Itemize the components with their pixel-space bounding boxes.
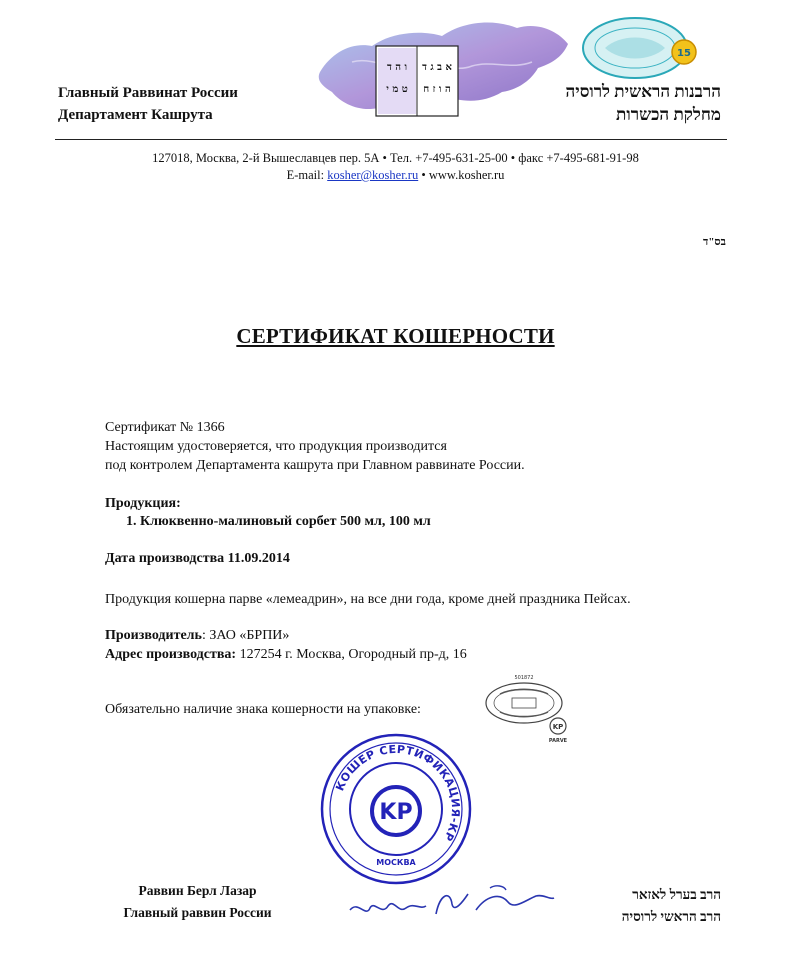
svg-text:15: 15 bbox=[677, 48, 691, 59]
kosher-mark-number: 501872 bbox=[514, 675, 534, 681]
rabbinate-logo bbox=[580, 10, 702, 86]
product-item: 1. Клюквенно-малиновый сорбет 500 мл, 100 мл bbox=[126, 514, 431, 529]
page-title: СЕРТИФИКАТ КОШЕРНОСТИ bbox=[236, 324, 555, 348]
org-he-line2: מחלקת הכשרות bbox=[616, 105, 721, 124]
header-divider bbox=[55, 139, 727, 140]
svg-text:ו ה ד: ו ה ד bbox=[386, 62, 408, 73]
manufacturer-value: : ЗАО «БРПИ» bbox=[201, 628, 290, 643]
certificate-statement-2: под контролем Департамента кашрута при Главном раввинате России. bbox=[105, 458, 525, 473]
header-org-he bbox=[565, 80, 721, 126]
address-label: Адрес производства: bbox=[105, 647, 237, 662]
header-org-ru bbox=[58, 82, 238, 126]
products-label: Продукция: bbox=[105, 496, 181, 511]
email-label: E-mail: bbox=[286, 168, 325, 182]
signatory-he-title: הרב הראשי לרוסיה bbox=[621, 909, 721, 924]
website-text: • www.kosher.ru bbox=[421, 168, 505, 182]
certificate-number: Сертификат № 1366 bbox=[105, 420, 225, 435]
kosher-mark-icon bbox=[482, 668, 572, 746]
stamp-inner-text: КОШЕР СЕРТИФИКАЦИЯ-КР bbox=[333, 742, 463, 844]
org-ru-line2: Департамент Кашрута bbox=[58, 107, 213, 123]
manufacturer-label: Производитель bbox=[105, 628, 202, 643]
email-link[interactable]: kosher@kosher.ru bbox=[327, 168, 419, 182]
org-ru-line1: Главный Раввинат России bbox=[58, 85, 238, 101]
parve-label: PARVE bbox=[548, 738, 568, 744]
manufacturer-row bbox=[105, 626, 289, 645]
contact-address: 127018, Москва, 2-й Вышеславцев пер. 5А • Тел. +7-495-631-25-00 • факс +7-495-681-91-98 bbox=[152, 151, 639, 165]
signatory-ru bbox=[105, 880, 290, 924]
handwritten-signature bbox=[340, 880, 560, 930]
bsd-mark: בס"ד bbox=[703, 236, 726, 248]
signatory-he bbox=[622, 884, 721, 928]
official-stamp bbox=[320, 733, 472, 885]
production-date: Дата производства 11.09.2014 bbox=[105, 551, 290, 566]
kosher-status: Продукция кошерна парве «лемеадрин», на все дни года, кроме дней праздника Пейсах. bbox=[105, 592, 631, 607]
signatory-he-name: הרב בערל לאזאר bbox=[632, 887, 721, 902]
address-value: 127254 г. Москва, Огородный пр-д, 16 bbox=[236, 647, 467, 662]
org-he-line1: הרבנות הראשית לרוסיה bbox=[565, 82, 721, 101]
signatory-ru-title: Главный раввин России bbox=[123, 905, 272, 920]
svg-text:א ב ג ד: א ב ג ד bbox=[422, 62, 452, 73]
certificate-statement-1: Настоящим удостоверяется, что продукция производится bbox=[105, 439, 447, 454]
packaging-note: Обязательно наличие знака кошерности на упаковке: bbox=[105, 702, 421, 717]
russia-map-illustration bbox=[312, 12, 574, 120]
svg-text:ה ו ז ח: ה ו ז ח bbox=[423, 84, 451, 95]
svg-text:ט מ י: ט מ י bbox=[386, 84, 408, 95]
address-row bbox=[105, 645, 467, 664]
signatory-ru-name: Раввин Берл Лазар bbox=[138, 883, 257, 898]
stamp-city: МОСКВА bbox=[376, 858, 416, 867]
stamp-center: KP bbox=[379, 800, 413, 825]
contact-email-row bbox=[0, 168, 791, 183]
svg-text:KP: KP bbox=[552, 723, 564, 731]
